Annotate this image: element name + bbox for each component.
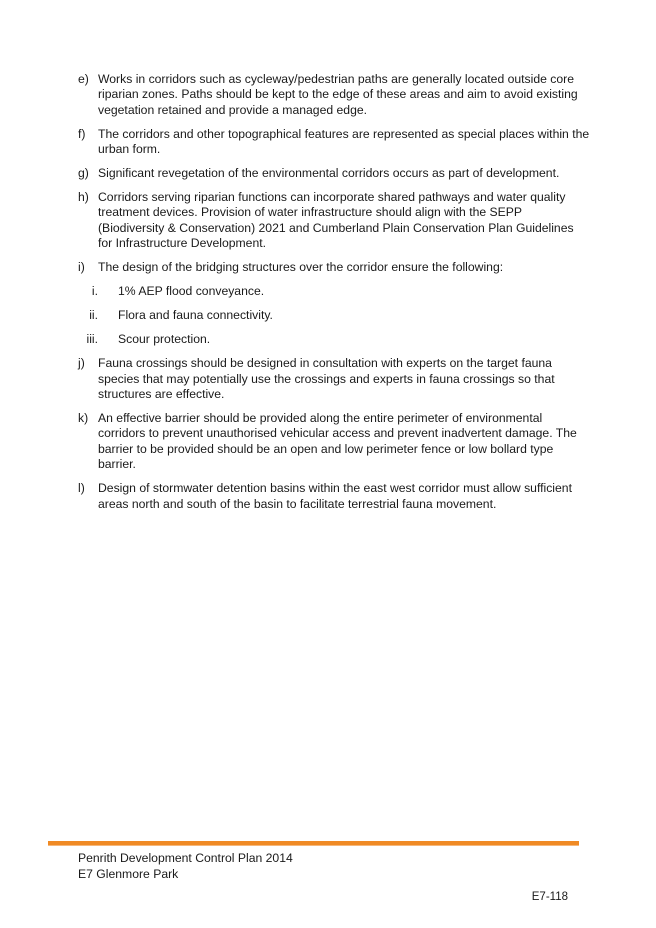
item-text: Significant revegetation of the environmental corridors occurs as part of development. (98, 166, 560, 181)
sub-item-text: Scour protection. (118, 332, 211, 347)
sub-list-item (78, 308, 590, 323)
item-text: Works in corridors such as cycleway/pedestrian paths are generally located outside core riparian zones. Paths should be kept to the edge of these areas and aim to avoid existing vegetation retained and provide a managed edge. (98, 72, 578, 117)
item-marker: j) (78, 356, 85, 371)
item-marker: e) (78, 72, 89, 86)
item-marker: i) (78, 260, 85, 275)
item-marker: l) (78, 481, 85, 496)
sub-item-marker: i. (91, 283, 98, 298)
list-item (78, 260, 590, 275)
list-item (78, 481, 590, 512)
item-marker: h) (78, 189, 89, 204)
footer-document-title: Penrith Development Control Plan 2014 (78, 851, 293, 865)
item-marker: k) (78, 410, 89, 425)
item-text: An effective barrier should be provided along the entire perimeter of environmental corridors to prevent unauthorised vehicular access and prevent inadvertent damage. The barrier to be provided should be an open and low perimeter fence or low bollard type barrier. (98, 410, 577, 472)
list-item (78, 72, 590, 118)
list-item (78, 190, 590, 252)
sub-list-item (78, 332, 590, 347)
footer-divider (48, 841, 579, 846)
page-number: E7-118 (531, 891, 568, 903)
clause-list (78, 72, 590, 520)
item-text: Design of stormwater detention basins within the east west corridor must allow sufficient areas north and south of the basin to facilitate terrestrial fauna movement. (98, 481, 572, 511)
list-item (78, 127, 590, 158)
sub-list-item (78, 284, 590, 299)
item-text: The design of the bridging structures over the corridor ensure the following: (98, 260, 504, 275)
list-item (78, 411, 590, 473)
sub-item-marker: ii. (89, 308, 98, 323)
footer-section-title: E7 Glenmore Park (78, 867, 179, 881)
sub-item-text: 1% AEP flood conveyance. (118, 283, 265, 298)
page-footer (78, 850, 293, 882)
item-marker: f) (78, 126, 86, 141)
list-item (78, 166, 590, 181)
sub-item-text: Flora and fauna connectivity. (118, 308, 273, 323)
list-item (78, 356, 590, 402)
item-marker: g) (78, 166, 89, 181)
item-text: Fauna crossings should be designed in consultation with experts on the target fauna species that may potentially use the crossings and experts in fauna crossings so that structures are effective. (98, 356, 555, 402)
sub-list (78, 284, 590, 348)
item-text: Corridors serving riparian functions can incorporate shared pathways and water quality treatment devices. Provision of water infrastructure should align with the SEPP (Biodiversity & Conservation) 2021 and Cumberland Plain Conservation Plan Guidelines for Infrastructure Development. (98, 189, 574, 251)
sub-item-marker: iii. (86, 332, 98, 347)
item-text: The corridors and other topographical features are represented as special places within the urban form. (98, 126, 590, 157)
